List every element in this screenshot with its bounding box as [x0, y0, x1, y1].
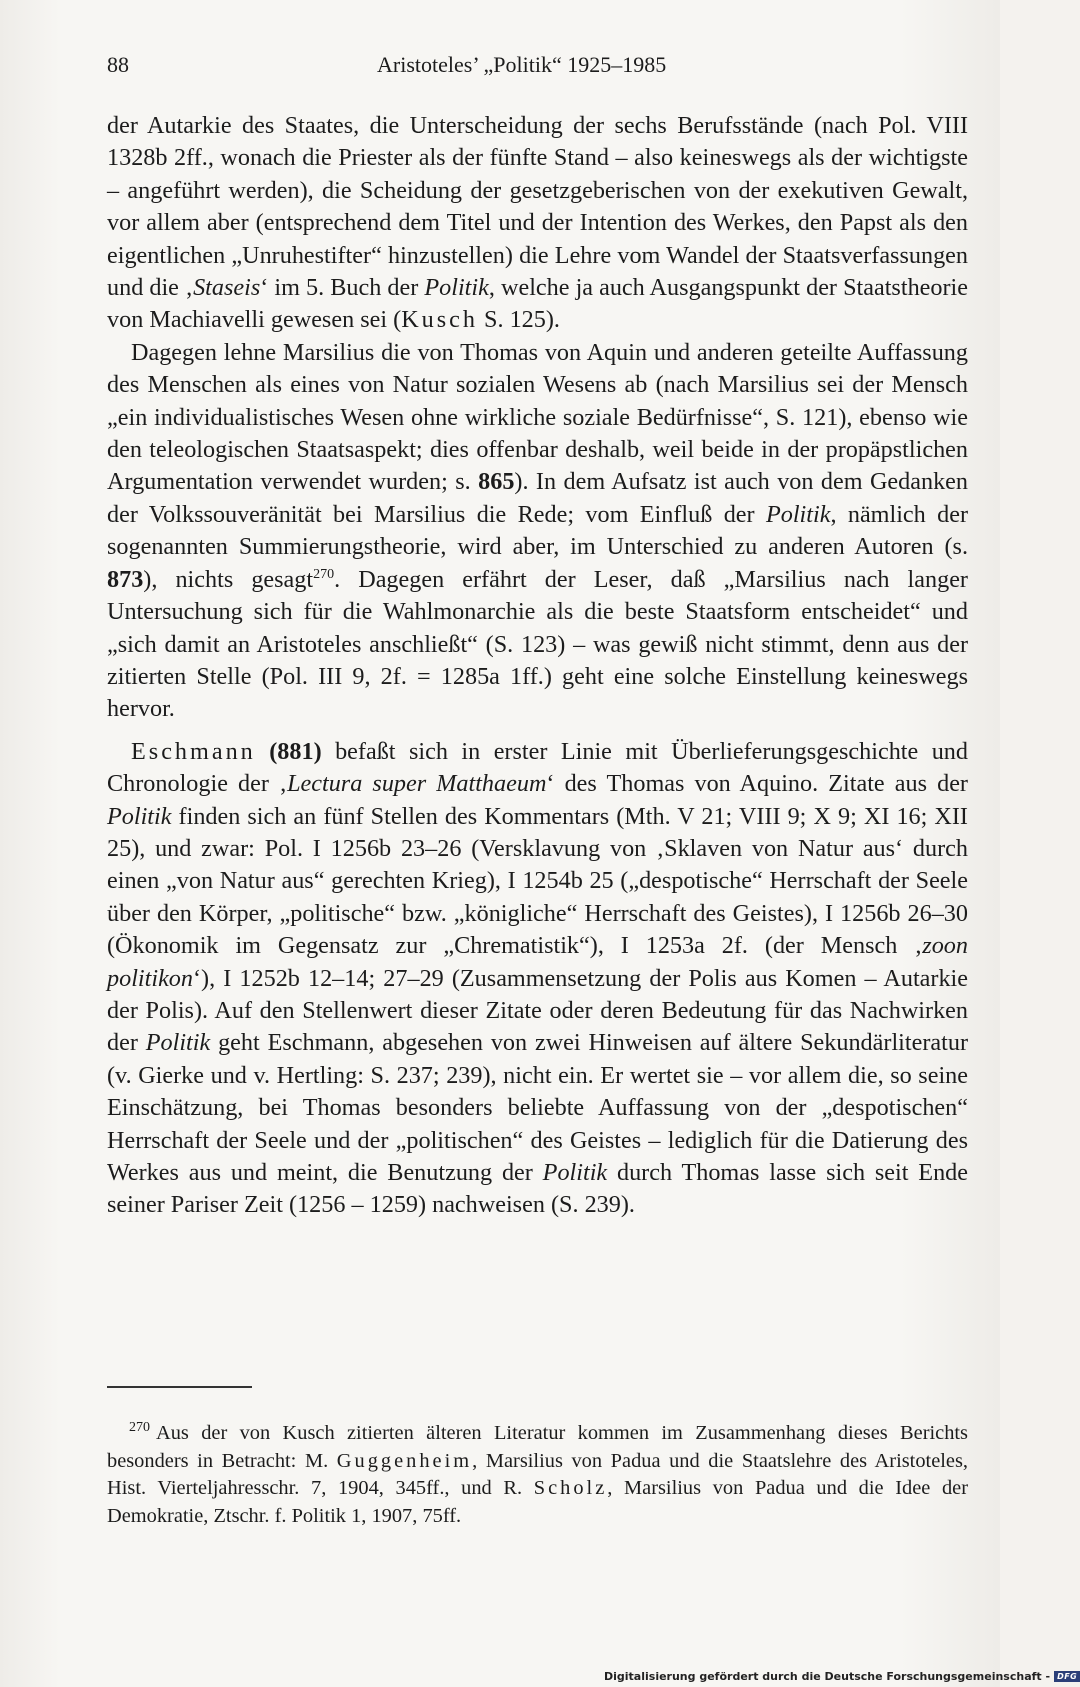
running-header [107, 52, 907, 82]
paragraph-2: Dagegen lehne Marsilius die von Thomas von Aquin und anderen geteilte Auffassung des Menschen als eines von Natur sozialen Wesens ab (nach Marsilius sei der Mensch „ein individualistisches Wesen ohne wirkliche soziale Bedürfnisse“, S. 121), ebenso wie den teleologischen Staatsaspekt; dies offenbar deshalb, weil beide in der propäpstlichen Argumentation verwendet wurden; s. 865). In dem Aufsatz ist auch von dem Gedanken der Volkssouveränität bei Marsilius die Rede; vom Einfluß der Politik, nämlich der sogenannten Summierungstheorie, wird aber, im Unterschied zu anderen Autoren (s. 873), nichts gesagt$^{270}$. Dagegen erfährt der Leser, daß „Marsilius nach langer Untersuchung sich für die Wahlmonarchie als die beste Staatsform entscheidet“ und „sich damit an Aristoteles anschließt“ (S. 123) – was gewiß nicht stimmt, denn aus der zitierten Stelle (Pol. III 9, 2f. = 1285a 1ff.) geht eine solche Einstellung keineswegs hervor. [107, 338, 969, 723]
footnote-divider [107, 1386, 252, 1388]
author-name: Scholz [533, 1477, 608, 1500]
paragraph-3: Eschmann (881) befaßt sich in erster Linie mit Überlieferungsgeschichte und Chronologie der ‚Lectura super Matthaeum‘ des Thomas von Aquino. Zitate aus der Politik finden sich an fünf Stellen des Kommentars (Mth. V 21; VIII 9; X 9; XI 16; XII 25), und zwar: Pol. I 1256b 23–26 (Versklavung von ‚Sklaven von Natur aus‘ durch einen „von Natur aus“ gerechten Krieg), I 1254b 25 („despotische“ Herrschaft der Seele über den Körper, „politische“ bzw. „königliche“ Herrschaft des Geistes), I 1256b 26–30 (Ökonomik im Gegensatz zur „Chrematistik“), I 1253a 2f. (der Mensch ‚zoon politikon‘), I 1252b 12–14; 27–29 (Zusammensetzung der Polis aus Komen – Autarkie der Polis). Auf den Stellenwert dieser Zitate oder deren Bedeutung für das Nachwirken der Politik geht Eschmann, abgesehen von zwei Hinweisen auf ältere Sekundärliteratur (v. Gierke und v. Hertling: S. 237; 239), nicht ein. Er wertet sie – vor allem die, so seine Einschätzung, bei Thomas besonders beliebte Auffassung von der „despotischen“ Herrschaft der Seele und der „politischen“ des Geistes – lediglich für die Datierung des Werkes aus und meint, die Benutzung der Politik durch Thomas lasse sich seit Ende seiner Pariser Zeit (1256 – 1259) nachweisen (S. 239). [107, 737, 968, 1219]
footnote-number: 270 [129, 1420, 150, 1436]
dfg-logo-icon: DFG [1054, 1671, 1080, 1682]
cross-reference: 865 [478, 468, 515, 496]
author-name: Guggenheim [336, 1449, 473, 1472]
running-title: Aristoteles’ „Politik“ 1925–1985 [377, 52, 667, 77]
footnote-marker: 270 [313, 566, 335, 582]
cross-reference: (881) [269, 737, 322, 765]
paragraph-1: der Autarkie des Staates, die Unterscheidung der sechs Berufsstände (nach Pol. VIII 1328b 2ff., wonach die Priester als der fünfte Stand – also keineswegs als der wichtigste – angeführt werden), die Scheidung der gesetzgeberischen von der exekutiven Gewalt, vor allem aber (entsprechend dem Titel und der Intention des Werkes, den Papst als den eigentlichen „Unruhestifter“ hinzustellen) die Lehre vom Wandel der Staatsverfassungen und die ‚Staseis‘ im 5. Buch der Politik, welche ja auch Ausgangspunkt der Staatstheorie von Machiavelli gewesen sei (Kusch S. 125). [107, 112, 968, 334]
page-number: 88 [107, 52, 129, 77]
credit-text: Digitalisierung gefördert durch die Deutsche Forschungsgemeinschaft - [604, 1670, 1051, 1683]
author-name: Eschmann [131, 737, 256, 765]
cross-reference: 873 [107, 565, 144, 593]
footnote-270: $^{270}$ Aus der von Kusch zitierten älteren Literatur kommen im Zusammenhang dieses Berichts besonders in Betracht: M. Guggenheim, Marsilius von Padua und die Staatslehre des Aristoteles, Hist. Vierteljahresschr. 7, 1904, 345ff., und R. Scholz, Marsilius von Padua und die Idee der Demokratie, Ztschr. f. Politik 1, 1907, 75ff. [107, 1420, 968, 1527]
main-text [107, 110, 968, 1222]
author-name: Kusch [401, 306, 478, 334]
digitization-credit [604, 1670, 1078, 1683]
